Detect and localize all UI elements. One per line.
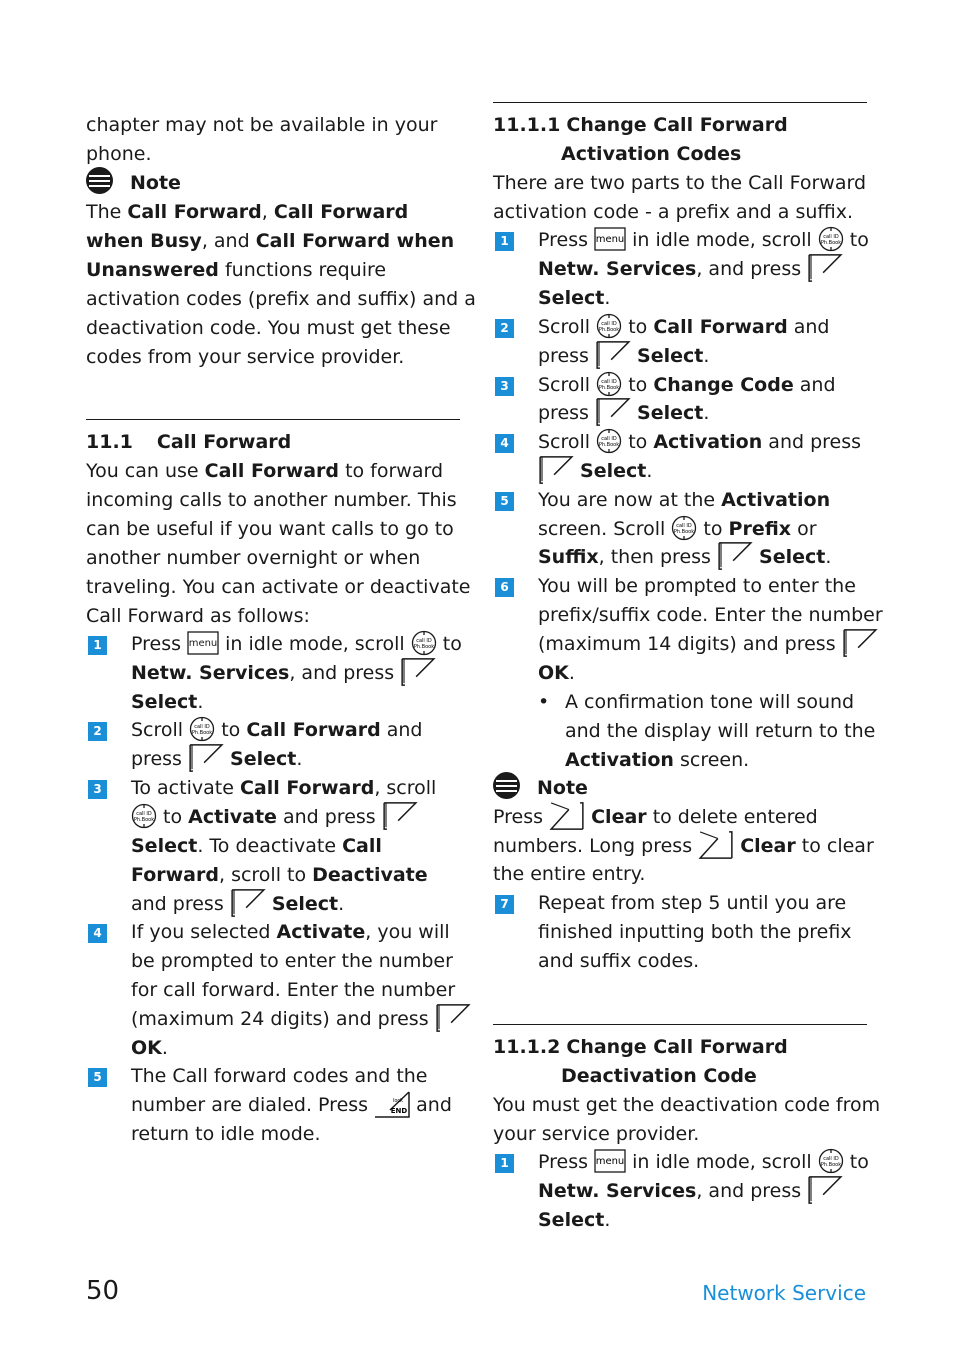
menu-key-icon <box>187 631 219 655</box>
step-line: Press menu in idle mode, scroll call ID Ph.Book to <box>131 630 462 658</box>
navigation-key-icon <box>596 313 622 339</box>
para-line: There are two parts to the Call Forward <box>493 172 867 194</box>
bullet-line: A confirmation tone will sound <box>565 691 855 713</box>
note-line: when Busy, and Call Forward when <box>86 230 455 252</box>
step-line: be prompted to enter the number <box>131 950 453 972</box>
step-line: Press menu in idle mode, scroll call ID Ph.Book to <box>538 226 869 254</box>
svg-text:Ph.Book: Ph.Book <box>192 729 213 736</box>
para-line: You must get the deactivation code from <box>493 1094 881 1116</box>
step-line: finished inputting both the prefix <box>538 921 852 943</box>
subsection-heading: 11.1.2 Change Call Forward <box>493 1036 788 1058</box>
step-line: Select. To deactivate Call <box>131 835 382 857</box>
section-heading: 11.1 Call Forward <box>86 431 292 453</box>
subsection-heading: Deactivation Code <box>561 1065 757 1087</box>
step-number: 2 <box>88 722 107 741</box>
svg-text:call ID: call ID <box>676 522 693 529</box>
step-line: and suffix codes. <box>538 950 700 972</box>
left-softkey-icon <box>538 456 574 484</box>
para-line: your service provider. <box>493 1123 700 1145</box>
bullet-mark: • <box>538 691 550 713</box>
subsection-heading: 11.1.1 Change Call Forward <box>493 114 788 136</box>
svg-text:call ID: call ID <box>601 435 617 442</box>
step-line: The Call forward codes and the <box>131 1065 428 1087</box>
navigation-key-icon <box>818 226 844 252</box>
left-softkey-icon <box>382 802 418 830</box>
para-line: can be useful if you want calls to go to <box>86 518 454 540</box>
note-line: deactivation code. You must get these <box>86 317 451 339</box>
left-softkey-icon <box>842 629 878 657</box>
step-line: call ID Ph.Book to Activate and press <box>131 803 418 831</box>
section-footer: Network Service <box>702 1281 866 1305</box>
left-softkey-icon <box>230 889 266 917</box>
svg-text:call ID: call ID <box>601 320 617 327</box>
para-line: Call Forward as follows: <box>86 605 310 627</box>
svg-text:menu: menu <box>595 1155 625 1167</box>
step-line: (maximum 14 digits) and press <box>538 630 878 658</box>
step-line: Select. <box>131 691 204 713</box>
step-line: return to idle mode. <box>131 1123 321 1145</box>
svg-text:Ph.Book: Ph.Book <box>674 528 695 535</box>
step-line: OK. <box>538 662 575 684</box>
svg-text:call ID: call ID <box>415 637 432 644</box>
navigation-key-icon <box>411 630 437 656</box>
step-number: 1 <box>495 232 514 251</box>
svg-text:Ph.Book: Ph.Book <box>599 384 620 391</box>
svg-text:call ID: call ID <box>822 233 839 240</box>
step-line: press Select. <box>538 399 709 427</box>
step-line: Scroll call ID Ph.Book to Activation and press <box>538 428 861 456</box>
svg-text:Ph.Book: Ph.Book <box>599 326 620 333</box>
step-number: 5 <box>88 1068 107 1087</box>
step-line: press Select. <box>538 342 709 370</box>
step-line: Scroll call ID Ph.Book to Change Code and <box>538 371 836 399</box>
note-icon <box>86 167 113 194</box>
step-line: You are now at the Activation <box>538 489 831 511</box>
note-line: the entire entry. <box>493 863 646 885</box>
section-rule <box>493 1024 867 1025</box>
step-number: 1 <box>495 1154 514 1173</box>
svg-text:call ID: call ID <box>194 723 210 730</box>
step-number: 4 <box>495 434 514 453</box>
bullet-line: and the display will return to the <box>565 720 876 742</box>
page-number: 50 <box>86 1276 120 1306</box>
note-line: Unanswered functions require <box>86 259 387 281</box>
step-line: Scroll call ID Ph.Book to Call Forward and <box>538 313 830 341</box>
section-rule <box>493 102 867 103</box>
svg-text:menu: menu <box>188 637 218 649</box>
step-number: 3 <box>88 780 107 799</box>
left-softkey-icon <box>807 254 843 282</box>
navigation-key-icon <box>671 515 697 541</box>
step-number: 2 <box>495 319 514 338</box>
step-number: 6 <box>495 578 514 597</box>
note-line: codes from your service provider. <box>86 346 405 368</box>
step-number: 3 <box>495 377 514 396</box>
left-softkey-icon <box>400 658 436 686</box>
step-line: Netw. Services, and press <box>131 659 436 687</box>
para-line: another number overnight or when <box>86 547 421 569</box>
para-line: traveling. You can activate or deactivate <box>86 576 471 598</box>
step-line: Select. <box>538 1209 611 1231</box>
step-line: (maximum 24 digits) and press <box>131 1005 471 1033</box>
navigation-key-icon <box>131 803 157 829</box>
note-heading: Note <box>493 774 588 802</box>
step-number: 1 <box>88 636 107 655</box>
step-line: prefix/suffix code. Enter the number <box>538 604 883 626</box>
step-line: and press Select. <box>131 890 344 918</box>
step-line: Press menu in idle mode, scroll call ID Ph.Book to <box>538 1148 869 1176</box>
left-softkey-icon <box>435 1004 471 1032</box>
note-line: numbers. Long press Clear to clear <box>493 832 874 860</box>
step-line: Select. <box>538 457 652 485</box>
step-line: Select. <box>538 287 611 309</box>
left-softkey-icon <box>595 341 631 369</box>
para-line: incoming calls to another number. This <box>86 489 457 511</box>
left-softkey-icon <box>717 542 753 570</box>
step-number: 7 <box>495 895 514 914</box>
step-number: 4 <box>88 924 107 943</box>
step-line: Suffix, then press Select. <box>538 543 831 571</box>
step-line: for call forward. Enter the number <box>131 979 456 1001</box>
note-line: The Call Forward, Call Forward <box>86 201 409 223</box>
step-line: OK. <box>131 1037 168 1059</box>
right-softkey-icon <box>698 831 734 859</box>
left-softkey-icon <box>807 1176 843 1204</box>
svg-text:menu: menu <box>595 233 625 245</box>
left-softkey-icon <box>595 398 631 426</box>
navigation-key-icon <box>818 1148 844 1174</box>
step-number: 5 <box>495 492 514 511</box>
step-line: press Select. <box>131 745 302 773</box>
svg-text:Ph.Book: Ph.Book <box>133 816 155 823</box>
intro-line: phone. <box>86 143 152 165</box>
step-line: Netw. Services, and press <box>538 1177 843 1205</box>
step-line: Repeat from step 5 until you are <box>538 892 847 914</box>
left-softkey-icon <box>188 744 224 772</box>
menu-key-icon <box>594 1149 626 1173</box>
menu-key-icon <box>594 227 626 251</box>
svg-text:call ID: call ID <box>822 1155 839 1162</box>
note-line: Press Clear to delete entered <box>493 803 818 831</box>
svg-text:Ph.Book: Ph.Book <box>820 239 841 246</box>
end-key-icon <box>374 1090 410 1118</box>
right-softkey-icon <box>549 802 585 830</box>
step-line: number are dialed. Press lock END and <box>131 1091 452 1119</box>
svg-text:lock: lock <box>393 1097 404 1104</box>
svg-text:Ph.Book: Ph.Book <box>599 441 620 448</box>
navigation-key-icon <box>596 371 622 397</box>
step-line: screen. Scroll call ID Ph.Book to Prefix or <box>538 515 817 543</box>
step-line: You will be prompted to enter the <box>538 575 856 597</box>
note-line: activation codes (prefix and suffix) and a <box>86 288 476 310</box>
navigation-key-icon <box>189 716 215 742</box>
para-line: You can use Call Forward to forward <box>86 460 444 482</box>
svg-text:END: END <box>390 1106 408 1115</box>
note-heading: Note <box>86 169 181 197</box>
bullet-line: Activation screen. <box>565 749 750 771</box>
svg-text:Ph.Book: Ph.Book <box>820 1161 841 1168</box>
step-line: If you selected Activate, you will <box>131 921 450 943</box>
navigation-key-icon <box>596 428 622 454</box>
para-line: activation code - a prefix and a suffix. <box>493 201 854 223</box>
step-line: To activate Call Forward, scroll <box>131 777 437 799</box>
subsection-heading: Activation Codes <box>561 143 742 165</box>
step-line: Scroll call ID Ph.Book to Call Forward and <box>131 716 423 744</box>
step-line: Forward, scroll to Deactivate <box>131 864 428 886</box>
svg-text:call ID: call ID <box>601 378 617 385</box>
svg-text:call ID: call ID <box>136 810 152 817</box>
step-line: Netw. Services, and press <box>538 255 843 283</box>
intro-line: chapter may not be available in your <box>86 114 438 136</box>
svg-text:Ph.Book: Ph.Book <box>413 643 434 650</box>
note-icon <box>493 772 520 799</box>
section-rule <box>86 419 460 420</box>
